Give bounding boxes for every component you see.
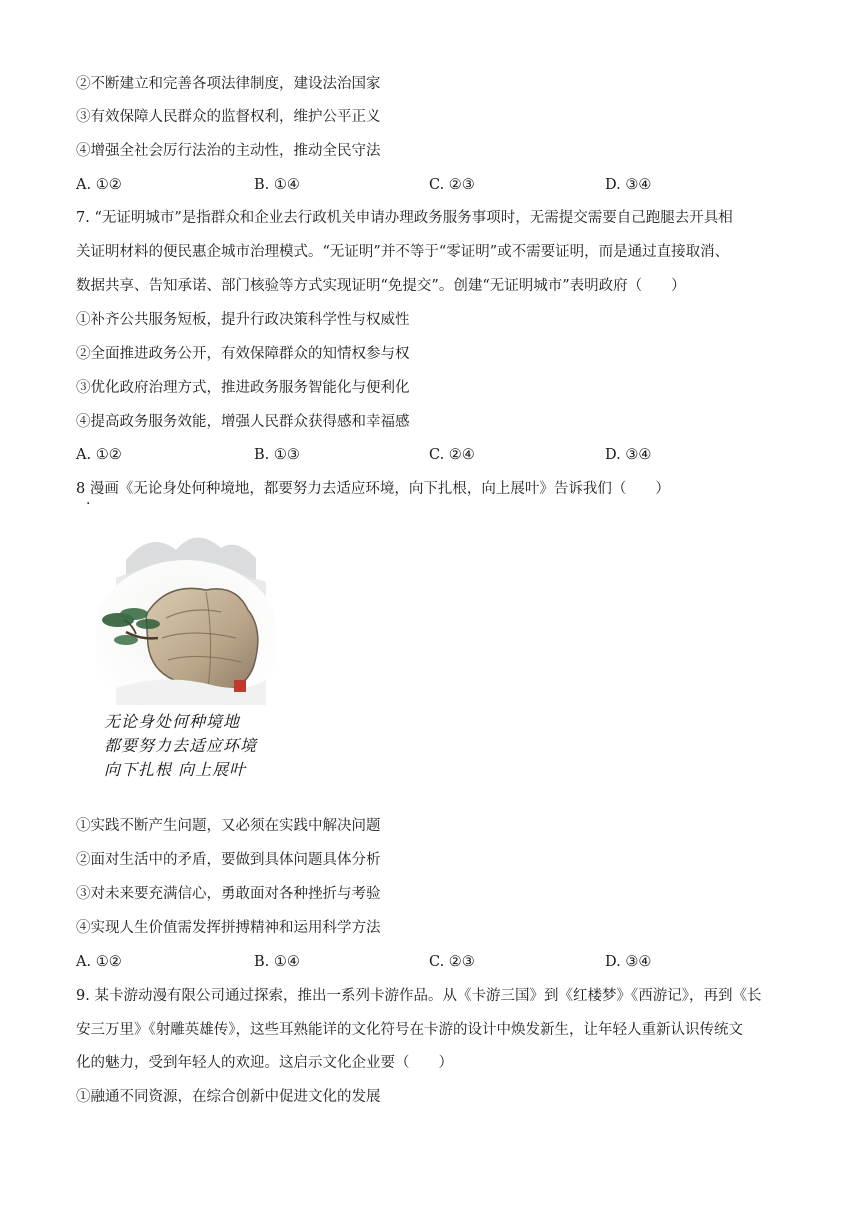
- q7-stem-line-3: 数据共享、告知承诺、部门核验等方式实现证明“免提交”。创建“无证明城市”表明政府（ ）: [76, 278, 686, 294]
- q7-option-4: ④提高政务服务效能，增强人民群众获得感和幸福感: [76, 414, 410, 430]
- q9-option-1: ①融通不同资源，在综合创新中促进文化的发展: [76, 1089, 381, 1105]
- q8-option-1: ①实践不断产生问题，又必须在实践中解决问题: [76, 818, 381, 834]
- cartoon-caption-line-3: 向下扎根 向上展叶: [104, 760, 247, 779]
- q9-stem-line-2: 安三万里》《射雕英雄传》，这些耳熟能详的文化符号在卡游的设计中焕发新生，让年轻人重新认识传统文: [76, 1022, 743, 1038]
- q6-choice-d[interactable]: D. ③④: [605, 177, 652, 193]
- q7-choice-c[interactable]: C. ②④: [429, 447, 475, 463]
- cartoon-caption: [104, 710, 276, 782]
- q8-choice-b[interactable]: B. ①④: [254, 954, 300, 970]
- q7-choice-d[interactable]: D. ③④: [605, 447, 652, 463]
- q6-choice-a[interactable]: A. ①②: [76, 177, 122, 193]
- q9-stem-line-1: 9. 某卡游动漫有限公司通过探索，推出一系列卡游作品。从《卡游三国》到《红楼梦》《西游记》，再到《长: [76, 988, 762, 1004]
- q6-option-4: ④增强全社会厉行法治的主动性，推动全民守法: [76, 143, 381, 159]
- q8-stem-dot: ·: [86, 496, 91, 512]
- q7-choice-a[interactable]: A. ①②: [76, 447, 122, 463]
- q6-choices: [76, 175, 796, 195]
- q8-option-3: ③对未来要充满信心，勇敢面对各种挫折与考验: [76, 886, 381, 902]
- q7-stem-line-2: 关证明材料的便民惠企城市治理模式。“无证明”并不等于“零证明”或不需要证明，而是通过直接取消、: [76, 244, 730, 260]
- q7-stem-line-1: 7. “无证明城市”是指群众和企业去行政机关申请办理政务服务事项时，无需提交需要自己跑腿去开具相: [76, 210, 733, 226]
- q8-cartoon: [96, 520, 276, 790]
- q7-option-2: ②全面推进政务公开，有效保障群众的知情权参与权: [76, 346, 410, 362]
- q8-option-2: ②面对生活中的矛盾，要做到具体问题具体分析: [76, 852, 381, 868]
- q7-option-1: ①补齐公共服务短板，提升行政决策科学性与权威性: [76, 312, 410, 328]
- q6-choice-c[interactable]: C. ②③: [429, 177, 475, 193]
- q7-choices: [76, 445, 796, 465]
- q8-option-4: ④实现人生价值需发挥拼搏精神和运用科学方法: [76, 920, 381, 936]
- cartoon-caption-line-2: 都要努力去适应环境: [104, 736, 258, 755]
- cartoon-caption-line-1: 无论身处何种境地: [104, 712, 241, 731]
- q8-stem: 8 漫画《无论身处何种境地，都要努力去适应环境，向下扎根，向上展叶》告诉我们（ ）: [76, 481, 670, 497]
- q6-choice-b[interactable]: B. ①④: [254, 177, 300, 193]
- q6-option-2: ②不断建立和完善各项法律制度，建设法治国家: [76, 76, 381, 92]
- q6-option-3: ③有效保障人民群众的监督权利，维护公平正义: [76, 109, 381, 125]
- q7-choice-b[interactable]: B. ①③: [254, 447, 300, 463]
- q8-choice-a[interactable]: A. ①②: [76, 954, 122, 970]
- q8-choice-d[interactable]: D. ③④: [605, 954, 652, 970]
- q8-choice-c[interactable]: C. ②③: [429, 954, 475, 970]
- q9-stem-line-3: 化的魅力，受到年轻人的欢迎。这启示文化企业要（ ）: [76, 1055, 453, 1071]
- q7-option-3: ③优化政府治理方式，推进政务服务智能化与便利化: [76, 380, 410, 396]
- q8-choices: [76, 952, 796, 972]
- red-seal-icon: [234, 680, 246, 692]
